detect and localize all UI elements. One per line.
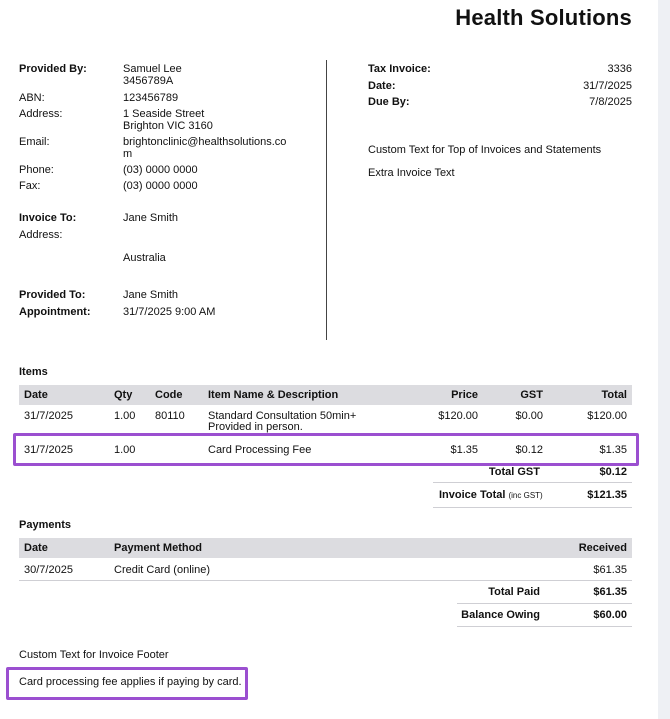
recipient-address-label: Address:	[19, 229, 63, 241]
balance-owing-value: $60.00	[593, 609, 627, 621]
recipient-country: Australia	[123, 252, 166, 264]
column-divider	[326, 60, 327, 340]
payment-date: 30/7/2025	[24, 564, 73, 576]
row1-name-line2: Provided in person.	[208, 421, 303, 433]
due-by-label: Due By:	[368, 96, 410, 108]
provided-by-label: Provided By:	[19, 63, 87, 75]
invoice-total-label	[439, 489, 543, 501]
provided-to-name: Jane Smith	[123, 289, 179, 301]
provider-name: Samuel Lee	[123, 63, 182, 75]
total-divider	[433, 507, 632, 508]
col-price: Price	[451, 389, 478, 401]
email-line-1: brightonclinic@healthsolutions.co	[123, 136, 287, 148]
fax-label: Fax:	[19, 180, 41, 192]
row1-date: 31/7/2025	[24, 410, 73, 422]
col-date: Date	[24, 389, 48, 401]
abn-value: 123456789	[123, 92, 179, 104]
row1-name-line1: Standard Consultation 50min+	[208, 410, 357, 422]
row2-date: 31/7/2025	[24, 444, 73, 456]
card-fee-note: Card processing fee applies if paying by card.	[19, 676, 242, 688]
row-divider	[19, 580, 632, 581]
invoice-total-value: $121.35	[587, 489, 627, 501]
total-gst-label: Total GST	[488, 466, 540, 478]
col-item-name: Item Name & Description	[208, 389, 339, 401]
abn-label: ABN:	[19, 92, 45, 104]
total-paid-value: $61.35	[593, 586, 627, 598]
custom-top-text: Custom Text for Top of Invoices and Statements	[368, 144, 602, 156]
pay-col-method: Payment Method	[114, 542, 203, 554]
tax-invoice-number: 3336	[607, 63, 632, 75]
col-qty: Qty	[114, 389, 133, 401]
page-edge	[658, 0, 670, 719]
items-section-title: Items	[19, 366, 48, 378]
row2-name: Card Processing Fee	[208, 444, 312, 456]
total-divider	[457, 626, 632, 627]
email-label: Email:	[19, 136, 50, 148]
extra-invoice-text: Extra Invoice Text	[368, 167, 455, 179]
invoice-date: 31/7/2025	[583, 80, 632, 92]
balance-owing-label: Balance Owing	[461, 609, 540, 621]
custom-footer-text: Custom Text for Invoice Footer	[19, 649, 169, 661]
row1-gst: $0.00	[515, 410, 543, 422]
row1-qty: 1.00	[114, 410, 136, 422]
col-gst: GST	[520, 389, 543, 401]
total-paid-label: Total Paid	[488, 586, 540, 598]
total-divider	[457, 603, 632, 604]
invoice-total-text: Invoice Total	[439, 489, 506, 501]
invoice-to-name: Jane Smith	[123, 212, 179, 224]
row1-total: $120.00	[587, 410, 627, 422]
tax-invoice-label: Tax Invoice:	[368, 63, 431, 75]
provided-to-label: Provided To:	[19, 289, 86, 301]
row2-gst: $0.12	[515, 444, 543, 456]
pay-col-received: Received	[578, 542, 627, 554]
col-code: Code	[155, 389, 183, 401]
row1-code: 80110	[155, 410, 185, 422]
appointment-label: Appointment:	[19, 306, 91, 318]
card-note-highlight	[6, 667, 248, 700]
payment-received: $61.35	[593, 564, 627, 576]
row2-price: $1.35	[450, 444, 478, 456]
items-table-header	[19, 385, 632, 405]
card-fee-highlight	[13, 433, 639, 466]
phone-value: (03) 0000 0000	[123, 164, 198, 176]
row2-total: $1.35	[599, 444, 627, 456]
payment-method: Credit Card (online)	[114, 564, 210, 576]
provider-number: 3456789A	[123, 75, 174, 87]
fax-value: (03) 0000 0000	[123, 180, 198, 192]
payments-table-header	[19, 538, 632, 558]
row2-qty: 1.00	[114, 444, 136, 456]
invoice-to-label: Invoice To:	[19, 212, 77, 224]
total-gst-value: $0.12	[599, 466, 627, 478]
due-by-date: 7/8/2025	[589, 96, 632, 108]
pay-col-date: Date	[24, 542, 48, 554]
address-line-2: Brighton VIC 3160	[123, 120, 213, 132]
invoice-total-note: (inc GST)	[508, 491, 543, 500]
total-divider	[433, 482, 632, 483]
payments-section-title: Payments	[19, 519, 71, 531]
address-line-1: 1 Seaside Street	[123, 108, 205, 120]
col-total: Total	[601, 389, 627, 401]
date-label: Date:	[368, 80, 396, 92]
business-title: Health Solutions	[455, 5, 632, 30]
address-label: Address:	[19, 108, 63, 120]
row1-price: $120.00	[438, 410, 478, 422]
email-line-2: m	[123, 148, 133, 160]
appointment-value: 31/7/2025 9:00 AM	[123, 306, 216, 318]
phone-label: Phone:	[19, 164, 54, 176]
